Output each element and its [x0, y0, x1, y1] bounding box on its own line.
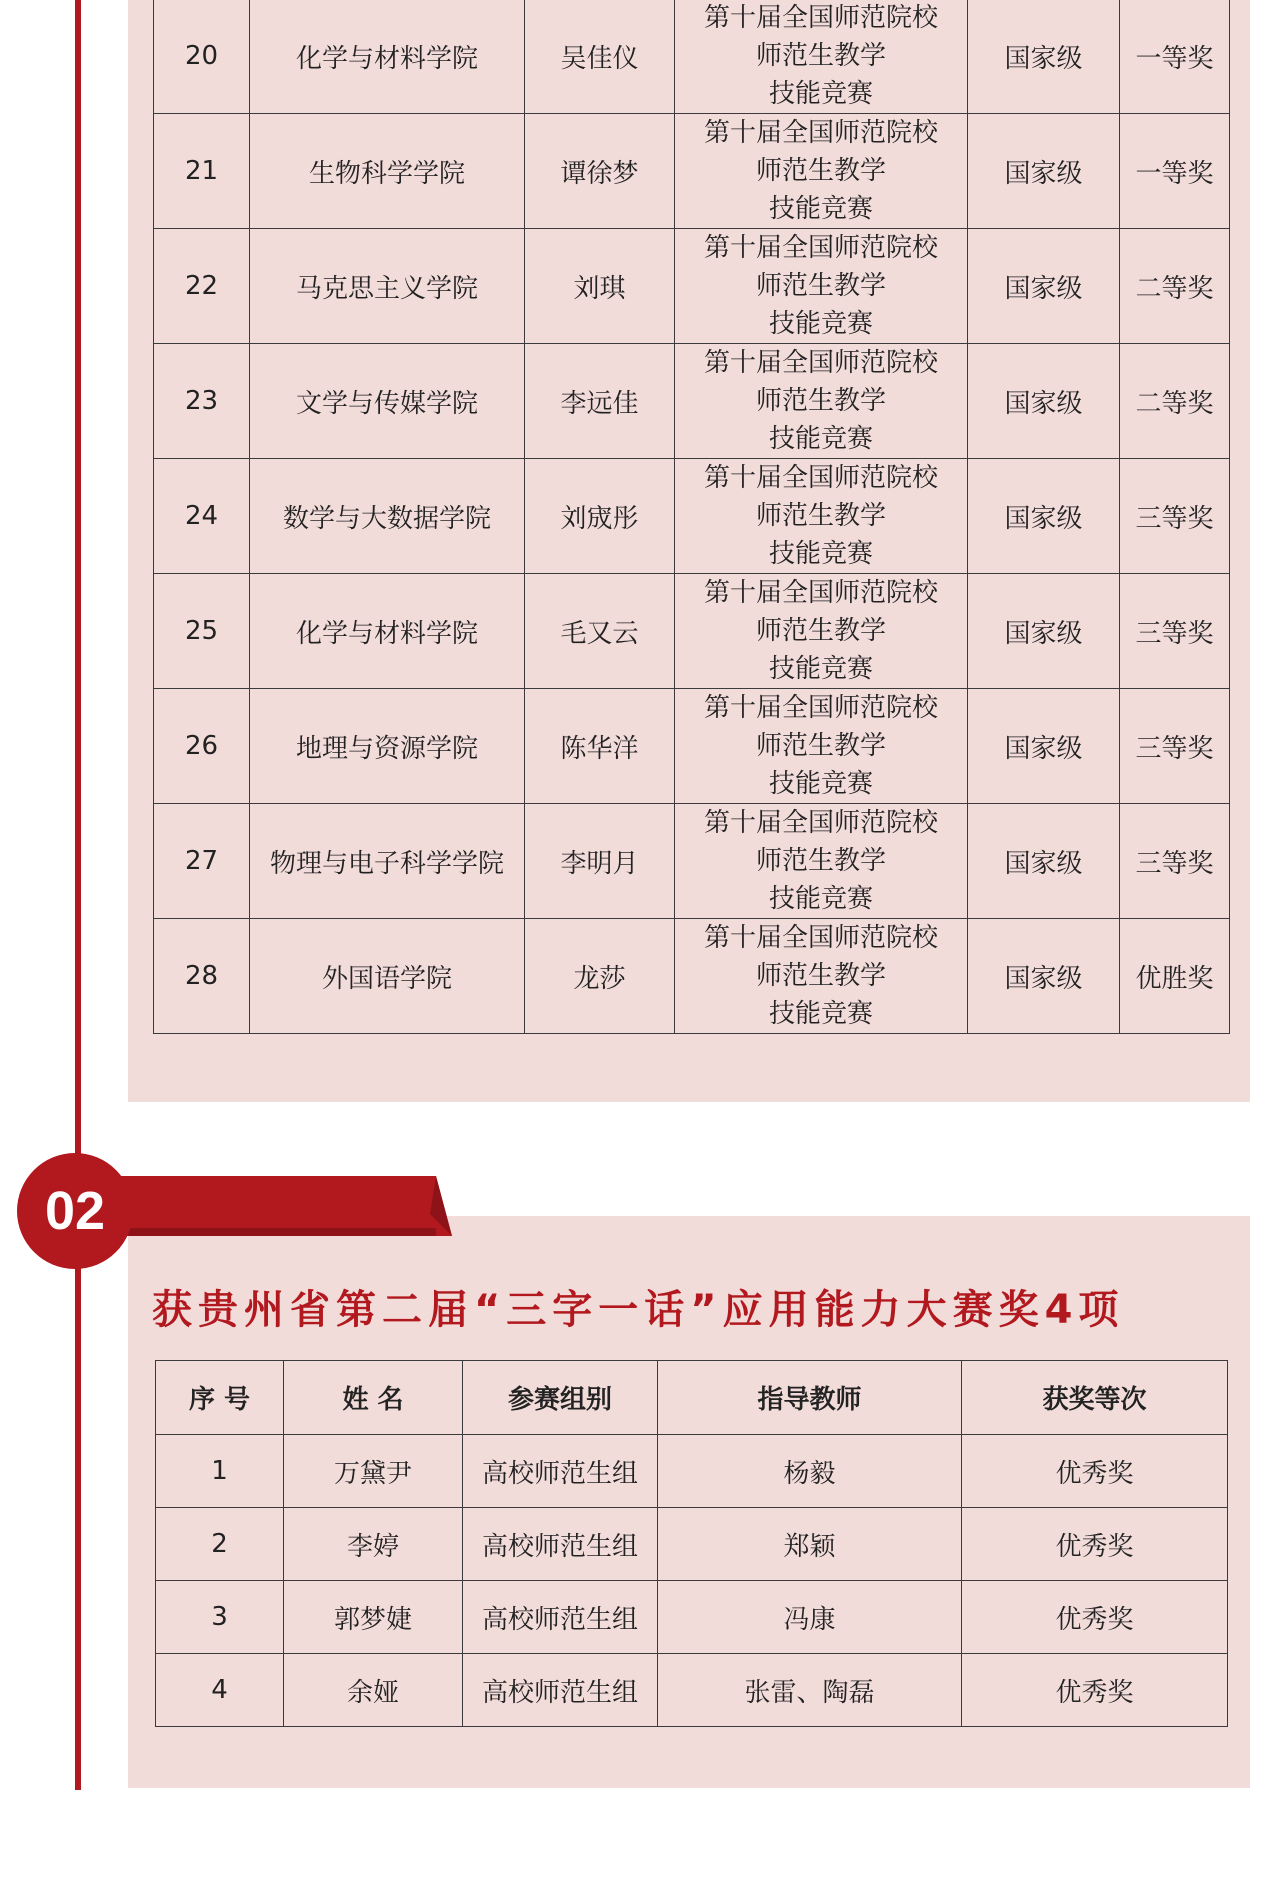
student-name: 李婷: [284, 1508, 463, 1581]
award-prize: 优秀奖: [962, 1508, 1228, 1581]
table-row: [154, 344, 1230, 459]
table-row: [154, 229, 1230, 344]
table-row: [156, 1508, 1228, 1581]
row-number: 1: [156, 1435, 284, 1508]
competition-line: 第十届全国师范院校: [703, 923, 938, 953]
row-number: 4: [156, 1654, 284, 1727]
row-number: 26: [154, 689, 250, 804]
competition-line: 技能竞赛: [768, 769, 873, 799]
competition-line: 技能竞赛: [768, 309, 873, 339]
header-teacher: 指导教师: [658, 1361, 962, 1435]
student-name: 吴佳仪: [525, 0, 675, 114]
student-name: 李远佳: [525, 344, 675, 459]
awards-table: [153, 0, 1230, 1034]
header-group: 参赛组别: [463, 1361, 658, 1435]
table-row: [154, 919, 1230, 1034]
competition-line: 师范生教学: [755, 156, 886, 186]
contest-group: 高校师范生组: [463, 1581, 658, 1654]
competition-line: 第十届全国师范院校: [703, 578, 938, 608]
competition-line: 第十届全国师范院校: [703, 118, 938, 148]
competition-line: 第十届全国师范院校: [703, 3, 938, 33]
competition-line: 技能竞赛: [768, 424, 873, 454]
advisor-name: 张雷、陶磊: [658, 1654, 962, 1727]
competition-line: 师范生教学: [755, 731, 886, 761]
row-number: 2: [156, 1508, 284, 1581]
contest-group: 高校师范生组: [463, 1508, 658, 1581]
section-number: 02: [44, 1181, 106, 1241]
competition-line: 技能竞赛: [768, 194, 873, 224]
student-name: 余娅: [284, 1654, 463, 1727]
competition-line: 技能竞赛: [768, 999, 873, 1029]
competition-name: [675, 229, 968, 344]
header-name: 姓 名: [284, 1361, 463, 1435]
competition-line: 师范生教学: [755, 271, 886, 301]
student-name: 万黛尹: [284, 1435, 463, 1508]
award-level: 国家级: [968, 574, 1120, 689]
row-number: 25: [154, 574, 250, 689]
table-row: [154, 574, 1230, 689]
competition-line: 第十届全国师范院校: [703, 233, 938, 263]
college-name: 马克思主义学院: [250, 229, 525, 344]
college-name: 生物科学学院: [250, 114, 525, 229]
student-name: 陈华洋: [525, 689, 675, 804]
competition-line: 师范生教学: [755, 386, 886, 416]
competition-line: 第十届全国师范院校: [703, 463, 938, 493]
row-number: 24: [154, 459, 250, 574]
competition-name: [675, 459, 968, 574]
advisor-name: 冯康: [658, 1581, 962, 1654]
row-number: 22: [154, 229, 250, 344]
competition-line: 师范生教学: [755, 961, 886, 991]
college-name: 文学与传媒学院: [250, 344, 525, 459]
award-prize: 优秀奖: [962, 1435, 1228, 1508]
advisor-name: 郑颖: [658, 1508, 962, 1581]
competition-name: [675, 804, 968, 919]
competition-line: 技能竞赛: [768, 654, 873, 684]
award-prize: 三等奖: [1120, 574, 1230, 689]
table-row: [156, 1435, 1228, 1508]
row-number: 20: [154, 0, 250, 114]
college-name: 化学与材料学院: [250, 574, 525, 689]
student-name: 李明月: [525, 804, 675, 919]
table-row: [154, 459, 1230, 574]
award-level: 国家级: [968, 689, 1120, 804]
award-level: 国家级: [968, 114, 1120, 229]
table-row: [154, 804, 1230, 919]
competition-line: 第十届全国师范院校: [703, 808, 938, 838]
student-name: 郭梦婕: [284, 1581, 463, 1654]
table-row: [154, 689, 1230, 804]
award-prize: 一等奖: [1120, 114, 1230, 229]
competition-line: 技能竞赛: [768, 539, 873, 569]
college-name: 数学与大数据学院: [250, 459, 525, 574]
competition-line: 师范生教学: [755, 501, 886, 531]
competition-line: 第十届全国师范院校: [703, 693, 938, 723]
row-number: 28: [154, 919, 250, 1034]
competition-name: [675, 689, 968, 804]
award-level: 国家级: [968, 459, 1120, 574]
row-number: 23: [154, 344, 250, 459]
table-row: [154, 114, 1230, 229]
award-level: 国家级: [968, 804, 1120, 919]
competition-line: 技能竞赛: [768, 79, 873, 109]
student-name: 毛又云: [525, 574, 675, 689]
contest-group: 高校师范生组: [463, 1435, 658, 1508]
competition-name: [675, 0, 968, 114]
student-name: 刘宬彤: [525, 459, 675, 574]
award-prize: 三等奖: [1120, 689, 1230, 804]
student-name: 刘琪: [525, 229, 675, 344]
header-number: 序 号: [156, 1361, 284, 1435]
student-name: 谭徐梦: [525, 114, 675, 229]
college-name: 物理与电子科学学院: [250, 804, 525, 919]
college-name: 外国语学院: [250, 919, 525, 1034]
table-header-row: [156, 1361, 1228, 1435]
award-prize: 优秀奖: [962, 1581, 1228, 1654]
competition-line: 师范生教学: [755, 616, 886, 646]
competition-line: 第十届全国师范院校: [703, 348, 938, 378]
section-title: 获贵州省第二届“三字一话”应用能力大赛奖4项: [152, 1287, 1125, 1333]
row-number: 27: [154, 804, 250, 919]
award-prize: 二等奖: [1120, 344, 1230, 459]
award-prize: 优秀奖: [962, 1654, 1228, 1727]
contest-group: 高校师范生组: [463, 1654, 658, 1727]
competition-name: [675, 919, 968, 1034]
competition-line: 师范生教学: [755, 41, 886, 71]
competition-line: 技能竞赛: [768, 884, 873, 914]
timeline-line: [75, 0, 81, 1790]
competition-name: [675, 344, 968, 459]
advisor-name: 杨毅: [658, 1435, 962, 1508]
row-number: 3: [156, 1581, 284, 1654]
award-prize: 优胜奖: [1120, 919, 1230, 1034]
table-row: [154, 0, 1230, 114]
table-row: [156, 1654, 1228, 1727]
competition-name: [675, 574, 968, 689]
row-number: 21: [154, 114, 250, 229]
award-level: 国家级: [968, 344, 1120, 459]
competition-line: 师范生教学: [755, 846, 886, 876]
award-level: 国家级: [968, 919, 1120, 1034]
award-prize: 三等奖: [1120, 804, 1230, 919]
section-ribbon: [100, 1176, 452, 1236]
contest-table: [155, 1360, 1228, 1727]
student-name: 龙莎: [525, 919, 675, 1034]
competition-name: [675, 114, 968, 229]
award-level: 国家级: [968, 229, 1120, 344]
college-name: 化学与材料学院: [250, 0, 525, 114]
header-prize: 获奖等次: [962, 1361, 1228, 1435]
award-prize: 三等奖: [1120, 459, 1230, 574]
award-prize: 一等奖: [1120, 0, 1230, 114]
table-row: [156, 1581, 1228, 1654]
award-level: 国家级: [968, 0, 1120, 114]
college-name: 地理与资源学院: [250, 689, 525, 804]
award-prize: 二等奖: [1120, 229, 1230, 344]
